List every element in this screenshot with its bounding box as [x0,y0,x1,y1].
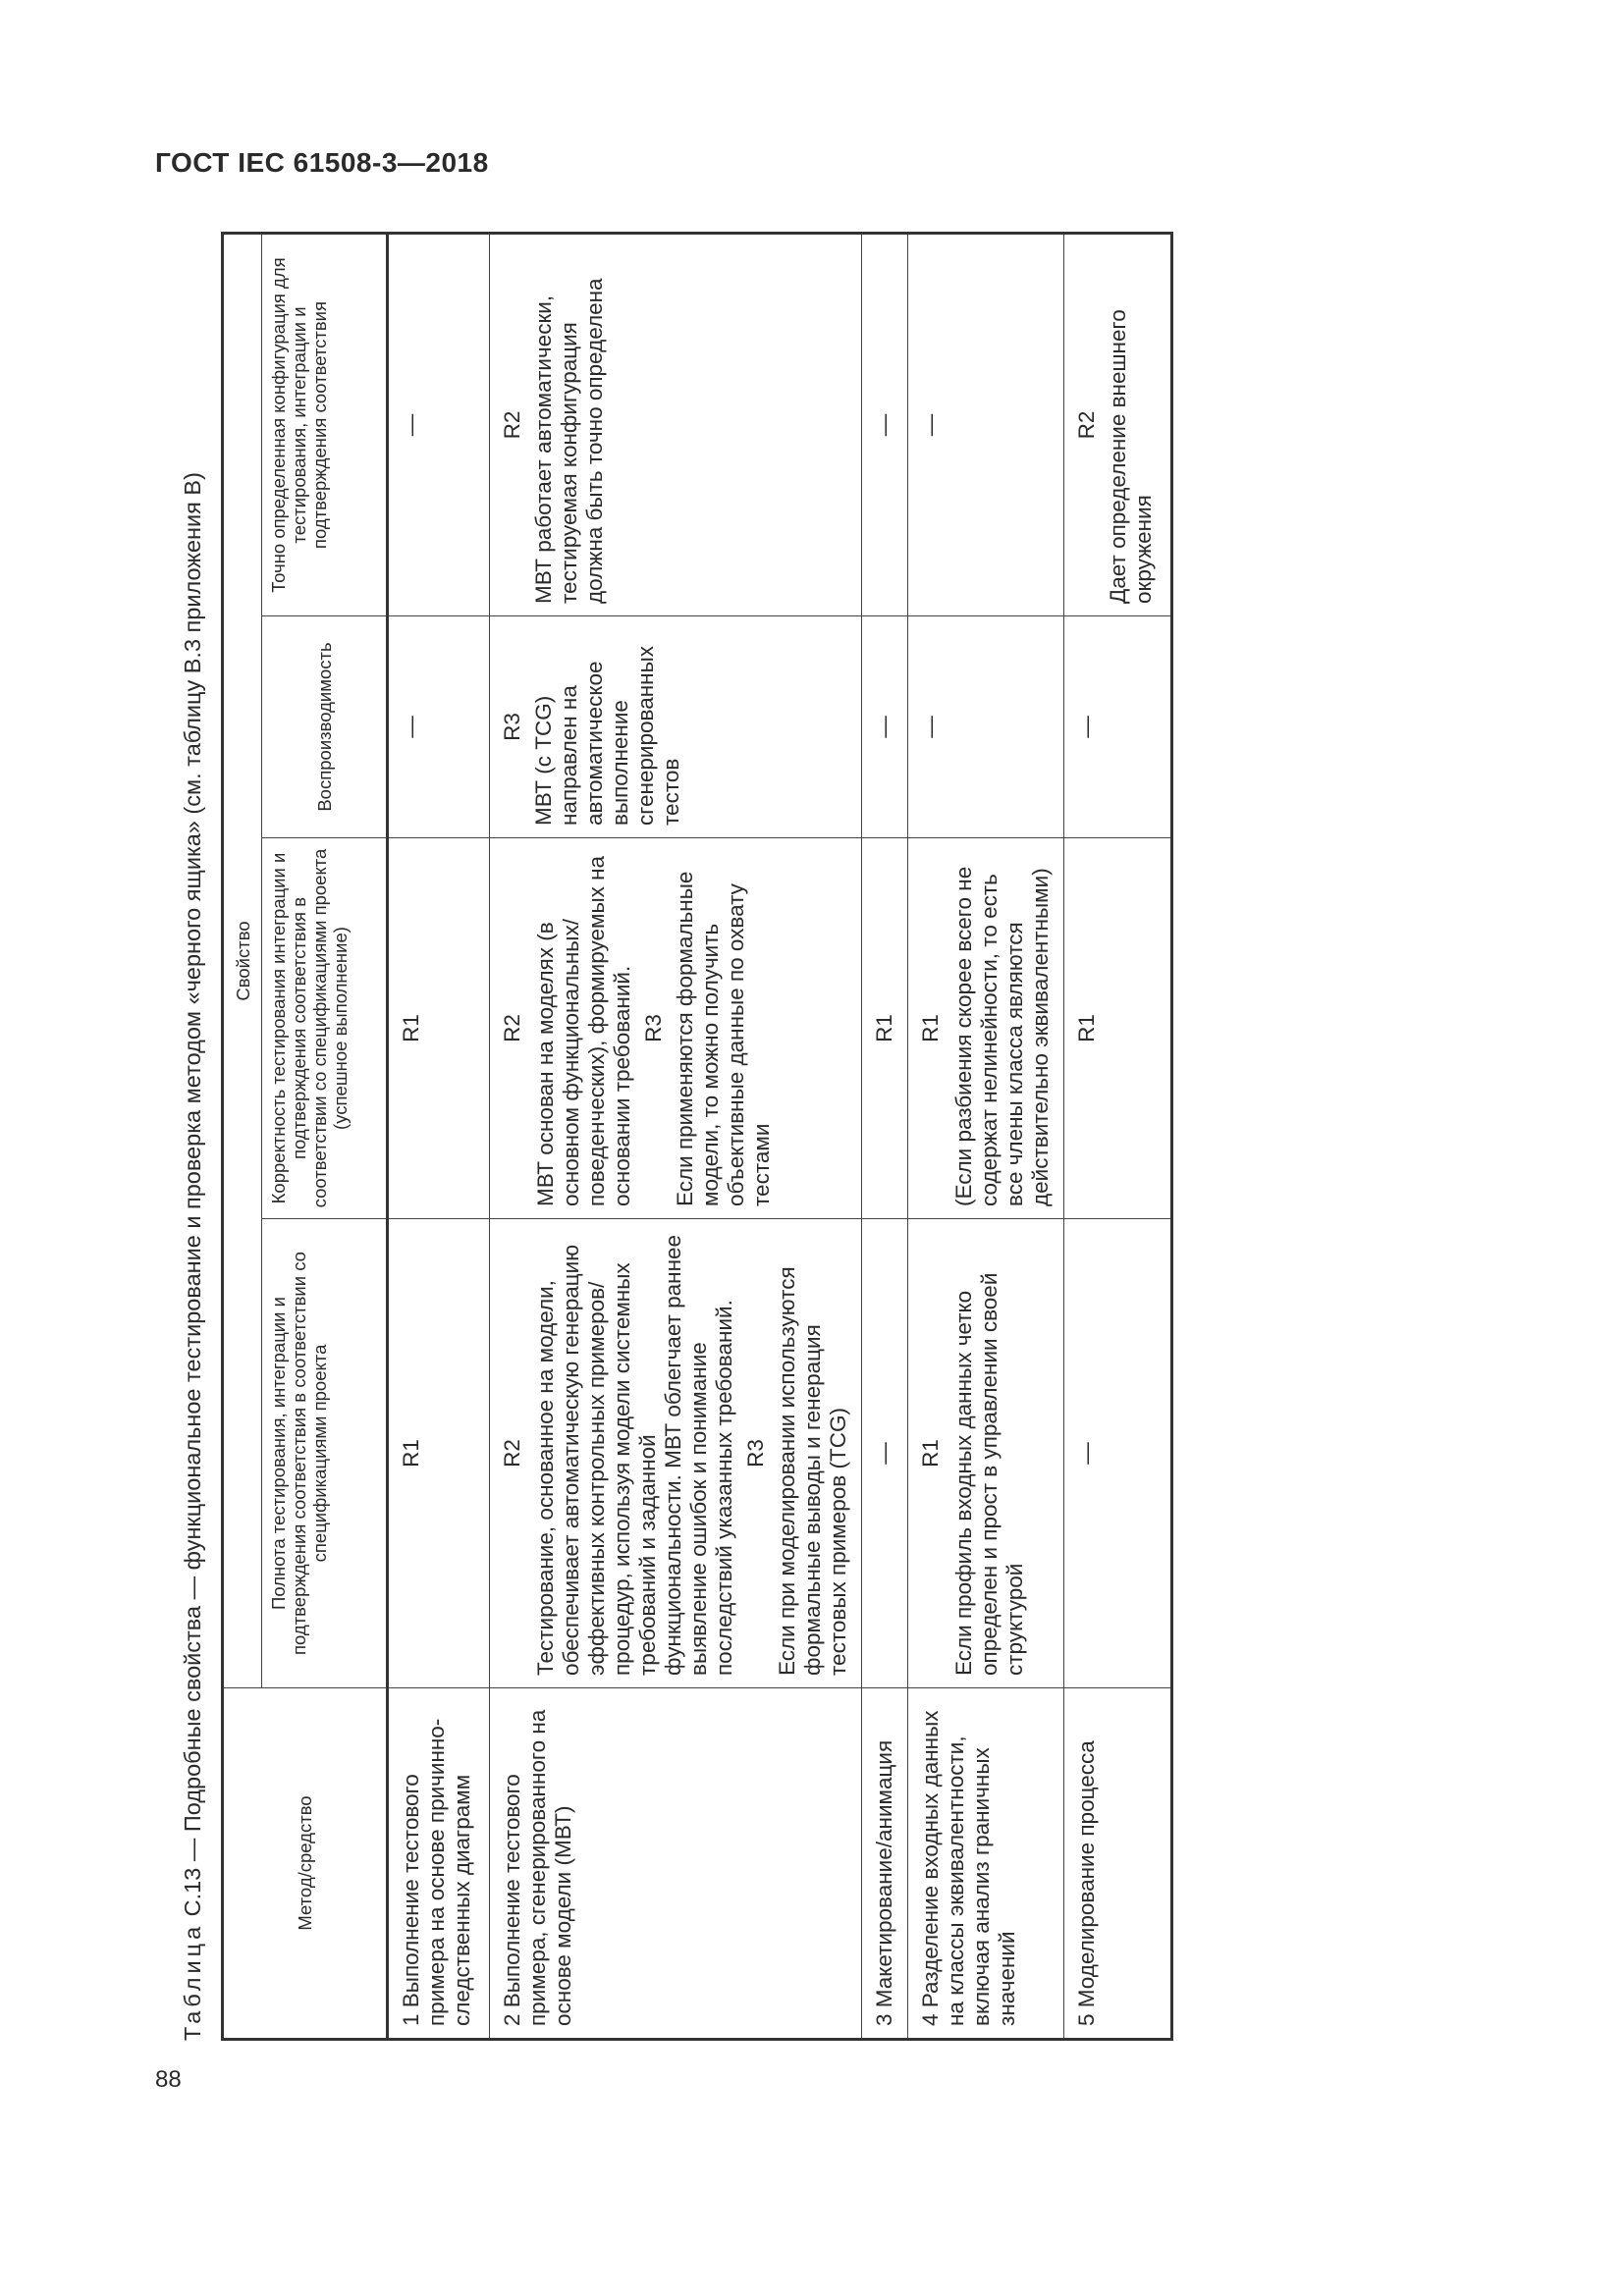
rating: R3 [641,1014,666,1042]
cell-text: МВТ основан на моделях (в основном функциональных/поведенческих), формируемых на основании требований. [533,855,634,1206]
property-cell [1064,616,1172,838]
cell-text: (Если разбиения скорее всего не содержат нелинейности, то есть все члены класса являются действительно эквивалентными) [951,866,1053,1206]
cell-text: Если профиль входных данных четко определен и прост в управлении своей структурой [951,1272,1027,1676]
rating: R2 [500,1439,524,1468]
document-header: ГОСТ IEC 61508-3—2018 [155,147,489,178]
header-completeness: Полнота тестирования, интеграции и подтверждения соответствия в соответствии со спецификациями проекта [262,1219,388,1688]
header-correctness: Корректность тестирования интеграции и подтверждения соответствия в соответствии со спецификациями проекта (успешное выполнение) [262,838,388,1219]
method-cell: 1 Выполнение тестового примера на основе причинно-следственных диаграмм [388,1688,490,2040]
dash: — [1074,1442,1099,1465]
dash: — [1074,716,1099,738]
dash: — [918,716,943,738]
method-cell: 5 Моделирование процесса [1064,1688,1172,2040]
method-cell: 3 Макетирование/анимация [862,1688,908,2040]
cell-text: МВТ работает автоматически, тестируемая конфигурация должна быть точно определена [531,278,607,604]
rating: R2 [500,410,524,440]
dash: — [872,716,896,738]
rotated-table-block [164,235,1213,2041]
table-caption-prefix: Таблица [180,1922,205,2041]
property-cell [490,1219,862,1688]
table-row [1064,234,1172,2040]
property-cell [862,234,908,616]
table-row [490,234,862,2040]
property-cell [490,838,862,1219]
property-cell [388,1219,490,1688]
dash: — [399,413,423,437]
property-cell [388,234,490,616]
table-caption [164,235,221,2041]
property-cell [908,1219,1064,1688]
table-caption-text: С.13 — Подробные свойства — функциональное тестирование и проверка методом «черного ящика» (см. таблицу В.3 приложения В) [180,472,205,1917]
method-cell: 4 Разделение входных данных на классы эквивалентности, включая анализ граничных значений [908,1688,1064,2040]
cell-text: Если применяются формальные модели, то можно получить объективные данные по охвату тестами [673,871,774,1206]
property-cell [862,616,908,838]
table-header-row [223,234,262,2040]
rating: R3 [743,1439,768,1468]
page-number: 88 [155,2066,182,2093]
property-cell [862,838,908,1219]
cell-text: Если при моделировании используются формальные выводы и генерация тестовых примеров (TCG) [775,1266,850,1676]
rating: R1 [872,1014,896,1042]
rating: R2 [500,1014,524,1042]
property-cell [908,234,1064,616]
rating: R3 [500,713,524,741]
property-cell [490,234,862,616]
property-cell [1064,234,1172,616]
dash: — [918,413,943,437]
dash: — [872,413,896,437]
rating: R1 [1074,1014,1099,1042]
property-cell [388,616,490,838]
table-c13 [221,232,1173,2041]
cell-text: Тестирование, основанное на модели, обеспечивает автоматическую генерацию эффективных контрольных примеров/процедур, используя модели системных требований и заданной функциональности. МВТ облегчает раннее выявление ошибок и понимание последствий указанных требований. [533,1234,736,1676]
table-row [908,234,1064,2040]
rating: R1 [918,1014,943,1042]
property-cell [490,616,862,838]
rating: R1 [399,1014,423,1042]
property-cell [862,1219,908,1688]
property-cell [388,838,490,1219]
header-configuration: Точно определенная конфигурация для тестирования, интеграции и подтверждения соответствия [262,234,388,616]
property-cell [1064,1219,1172,1688]
rating: R1 [918,1439,943,1468]
table-row [388,234,490,2040]
method-cell: 2 Выполнение тестового примера, сгенерированного на основе модели (МВТ) [490,1688,862,2040]
cell-text: МВТ (с TCG) направлен на автоматическое выполнение сгенерированных тестов [531,645,683,826]
header-reproducibility: Воспроизводимость [262,616,388,838]
property-cell [1064,838,1172,1219]
property-cell [908,838,1064,1219]
property-cell [908,616,1064,838]
table-row [862,234,908,2040]
rating: R1 [399,1439,423,1468]
rating: R2 [1074,410,1099,440]
cell-text: Дает определение внешнего окружения [1106,309,1156,604]
dash: — [872,1442,896,1465]
header-property: Свойство [223,234,262,1688]
dash: — [399,716,423,738]
header-method: Метод/средство [223,1688,388,2040]
